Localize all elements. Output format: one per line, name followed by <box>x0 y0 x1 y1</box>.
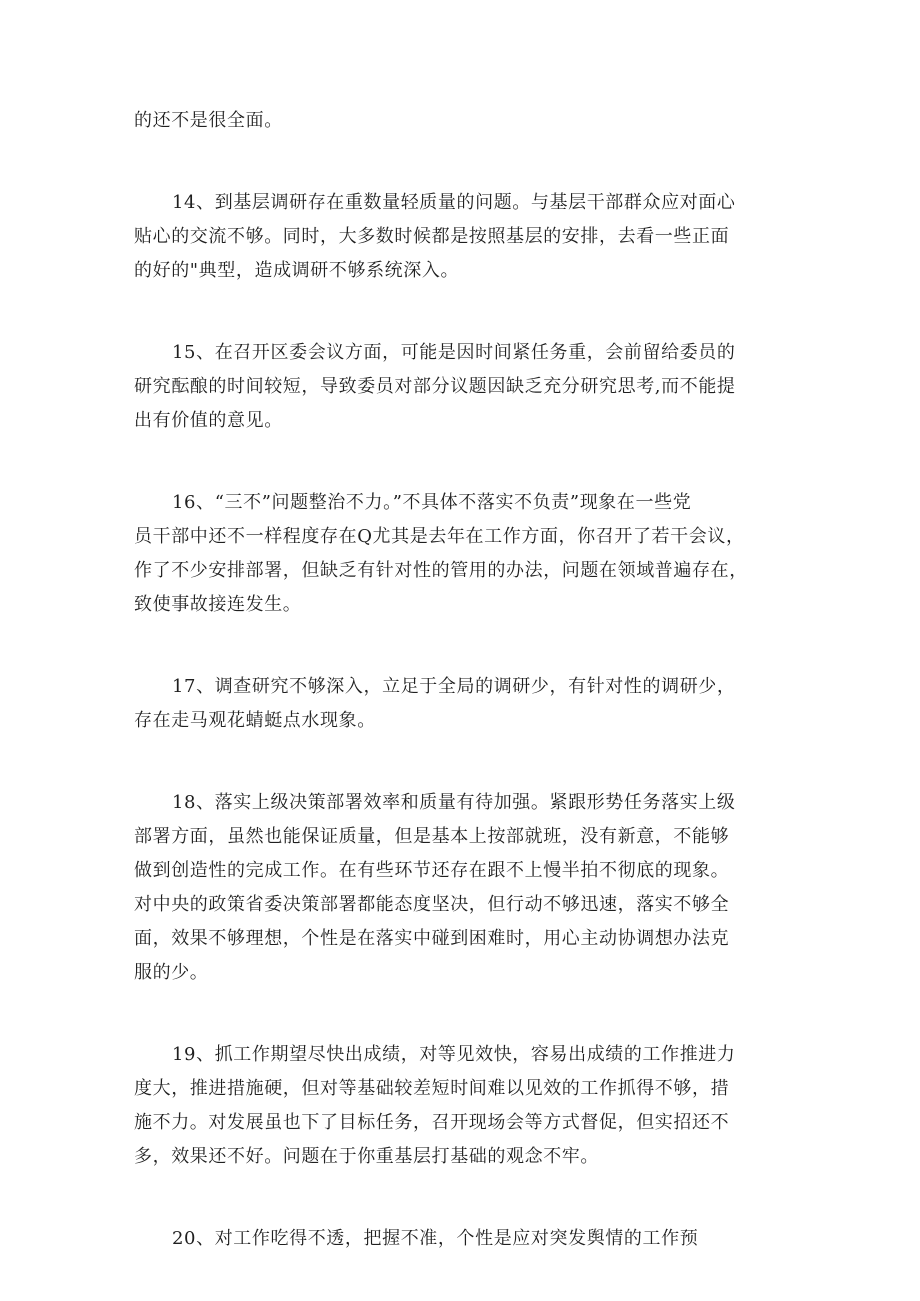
text-line: 20、对工作吃得不透，把握不准，个性是应对突发舆情的工作预 <box>172 1228 699 1249</box>
paragraph-15 <box>134 336 790 438</box>
paragraph-20 <box>134 1222 790 1256</box>
paragraph-gap <box>134 438 790 486</box>
paragraph-gap <box>134 1174 790 1222</box>
document-body <box>134 104 790 1256</box>
text-line: 多，效果还不好。问题在于你重基层打基础的观念不牢。 <box>134 1146 599 1167</box>
paragraph-17 <box>134 670 790 738</box>
paragraph-gap <box>134 990 790 1038</box>
text-line: 研究酝酿的时间较短，导致委员对部分议题因缺乏充分研究思考,而不能提 <box>134 376 736 397</box>
text-line: 贴心的交流不够。同时，大多数时候都是按照基层的安排，去看一些正面 <box>134 226 730 247</box>
text-line: 致使事故接连发生。 <box>134 594 302 615</box>
text-line: 16、“三不”问题整治不力。”不具体不落实不负责”现象在一些党 <box>172 492 692 513</box>
paragraph-gap <box>134 138 790 186</box>
paragraph-16 <box>134 486 790 622</box>
text-line: 出有价值的意见。 <box>134 410 283 431</box>
text-line: 对中央的政策省委决策部署都能态度坚决，但行动不够迅速，落实不够全 <box>134 894 730 915</box>
paragraph-gap <box>134 288 790 336</box>
text-line: 18、落实上级决策部署效率和质量有待加强。紧跟形势任务落实上级 <box>172 792 736 813</box>
paragraph-14 <box>134 186 790 288</box>
text-line: 面，效果不够理想，个性是在落实中碰到困难时，用心主动协调想办法克 <box>134 928 730 949</box>
text-line: 的还不是很全面。 <box>134 110 283 131</box>
text-line: 施不力。对发展虽也下了目标任务，召开现场会等方式督促，但实招还不 <box>134 1112 730 1133</box>
text-line: 17、调查研究不够深入，立足于全局的调研少，有针对性的调研少， <box>172 676 736 697</box>
paragraph-19 <box>134 1038 790 1174</box>
paragraph-18 <box>134 786 790 990</box>
text-line: 做到创造性的完成工作。在有些环节还存在跟不上慢半拍不彻底的现象。 <box>134 860 730 881</box>
text-line: 存在走马观花蜻蜓点水现象。 <box>134 710 376 731</box>
text-line: 服的少。 <box>134 962 209 983</box>
text-line: 作了不少安排部署，但缺乏有针对性的管用的办法，问题在领域普遍存在， <box>134 560 748 581</box>
text-line: 15、在召开区委会议方面，可能是因时间紧任务重，会前留给委员的 <box>172 342 736 363</box>
text-line: 部署方面，虽然也能保证质量，但是基本上按部就班，没有新意，不能够 <box>134 826 730 847</box>
paragraph-gap <box>134 622 790 670</box>
text-line: 度大，推进措施硬，但对等基础较差短时间难以见效的工作抓得不够，措 <box>134 1078 730 1099</box>
text-line: 的好的"典型，造成调研不够系统深入。 <box>134 260 460 281</box>
paragraph-13-tail <box>134 104 790 138</box>
paragraph-gap <box>134 738 790 786</box>
text-line: 19、抓工作期望尽快出成绩，对等见效快，容易出成绩的工作推进力 <box>172 1044 736 1065</box>
text-line: 14、到基层调研存在重数量轻质量的问题。与基层干部群众应对面心 <box>172 192 736 213</box>
text-line: 员干部中还不一样程度存在Q尤其是去年在工作方面，你召开了若干会议， <box>134 526 745 547</box>
